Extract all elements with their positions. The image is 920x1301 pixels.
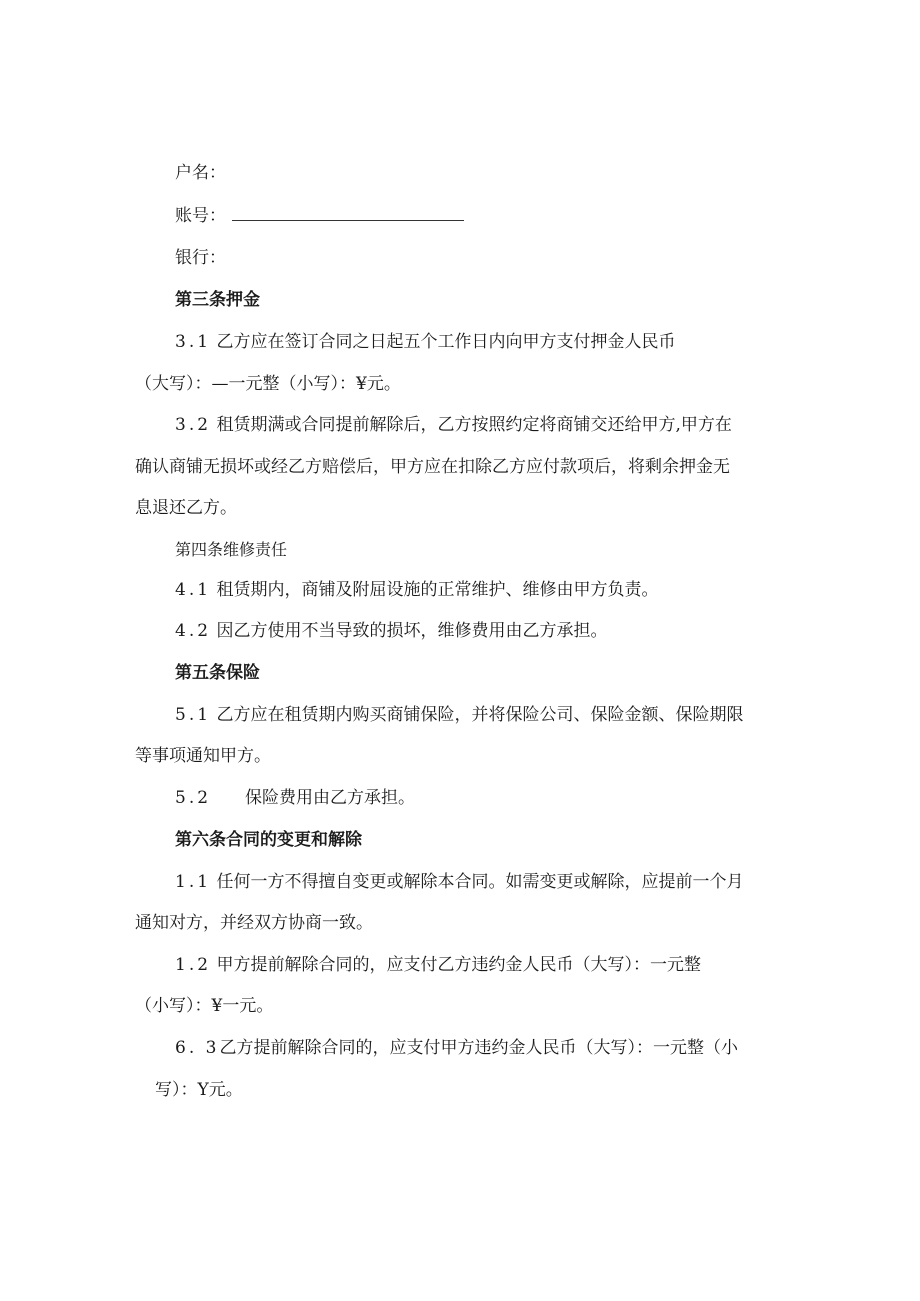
clause-text: 乙方提前解除合同的，应支付甲方违约金人民币（大写）：一元整（小 [219,1038,738,1058]
bank-label: 银行： [175,248,226,268]
account-number-row [175,204,464,228]
article3-p1-line2: （大写）：—一元整（小写）：¥元。 [135,374,401,394]
article5-p1-line1 [175,703,743,727]
article5-title: 第五条保险 [175,663,260,683]
article3-p2-line1 [175,413,732,437]
clause-number: 1.1 [175,872,212,892]
clause-number: 3.1 [175,332,212,352]
article3-p1-line1 [175,330,675,354]
clause-text: 因乙方使用不当导致的损坏，维修费用由乙方承担。 [216,621,608,641]
account-number-blank [232,206,464,221]
clause-number: 5.1 [175,705,212,725]
clause-number: 5.2 [175,788,212,808]
account-name-label: 户名： [175,163,226,183]
article6-p3-line1 [175,1036,738,1060]
article5-p2 [175,786,415,810]
article6-p3-line2: 写）：Y元。 [155,1080,243,1100]
clause-number: 1.2 [175,955,212,975]
article4-p2 [175,619,607,643]
clause-text: 任何一方不得擅自变更或解除本合同。如需变更或解除，应提前一个月 [216,872,744,892]
clause-text: 租赁期满或合同提前解除后，乙方按照约定将商铺交还给甲方,甲方在 [216,415,732,435]
clause-text: 乙方应在租赁期内购买商铺保险，并将保险公司、保险金额、保险期限 [216,705,744,725]
article3-p2-line2: 确认商铺无损坏或经乙方赔偿后，甲方应在扣除乙方应付款项后，将剩余押金无 [135,457,730,477]
clause-number: 3.2 [175,415,212,435]
article5-p1-line2: 等事项通知甲方。 [135,746,271,766]
article3-p2-line3: 息退还乙方。 [135,498,237,518]
clause-text: 乙方应在签订合同之日起五个工作日内向甲方支付押金人民币 [216,332,676,352]
article6-p2-line1 [175,953,701,977]
article3-title: 第三条押金 [175,290,260,310]
clause-number: 4.1 [175,580,212,600]
account-number-label: 账号： [175,206,226,226]
clause-number: 6. 3 [175,1038,220,1058]
article6-p2-line2: （小写）：¥一元。 [135,996,274,1016]
clause-text: 甲方提前解除合同的，应支付乙方违约金人民币（大写）：一元整 [216,955,701,975]
article4-title: 第四条维修责任 [175,540,288,559]
article6-p1-line2: 通知对方，并经双方协商一致。 [135,913,373,933]
clause-text: 租赁期内，商铺及附屈设施的正常维护、维修由甲方负责。 [216,580,659,600]
clause-text: 保险费用由乙方承担。 [245,788,416,808]
article6-p1-line1 [175,870,743,894]
article4-p1 [175,578,658,602]
clause-number: 4.2 [175,621,212,641]
article6-title: 第六条合同的变更和解除 [175,830,362,850]
